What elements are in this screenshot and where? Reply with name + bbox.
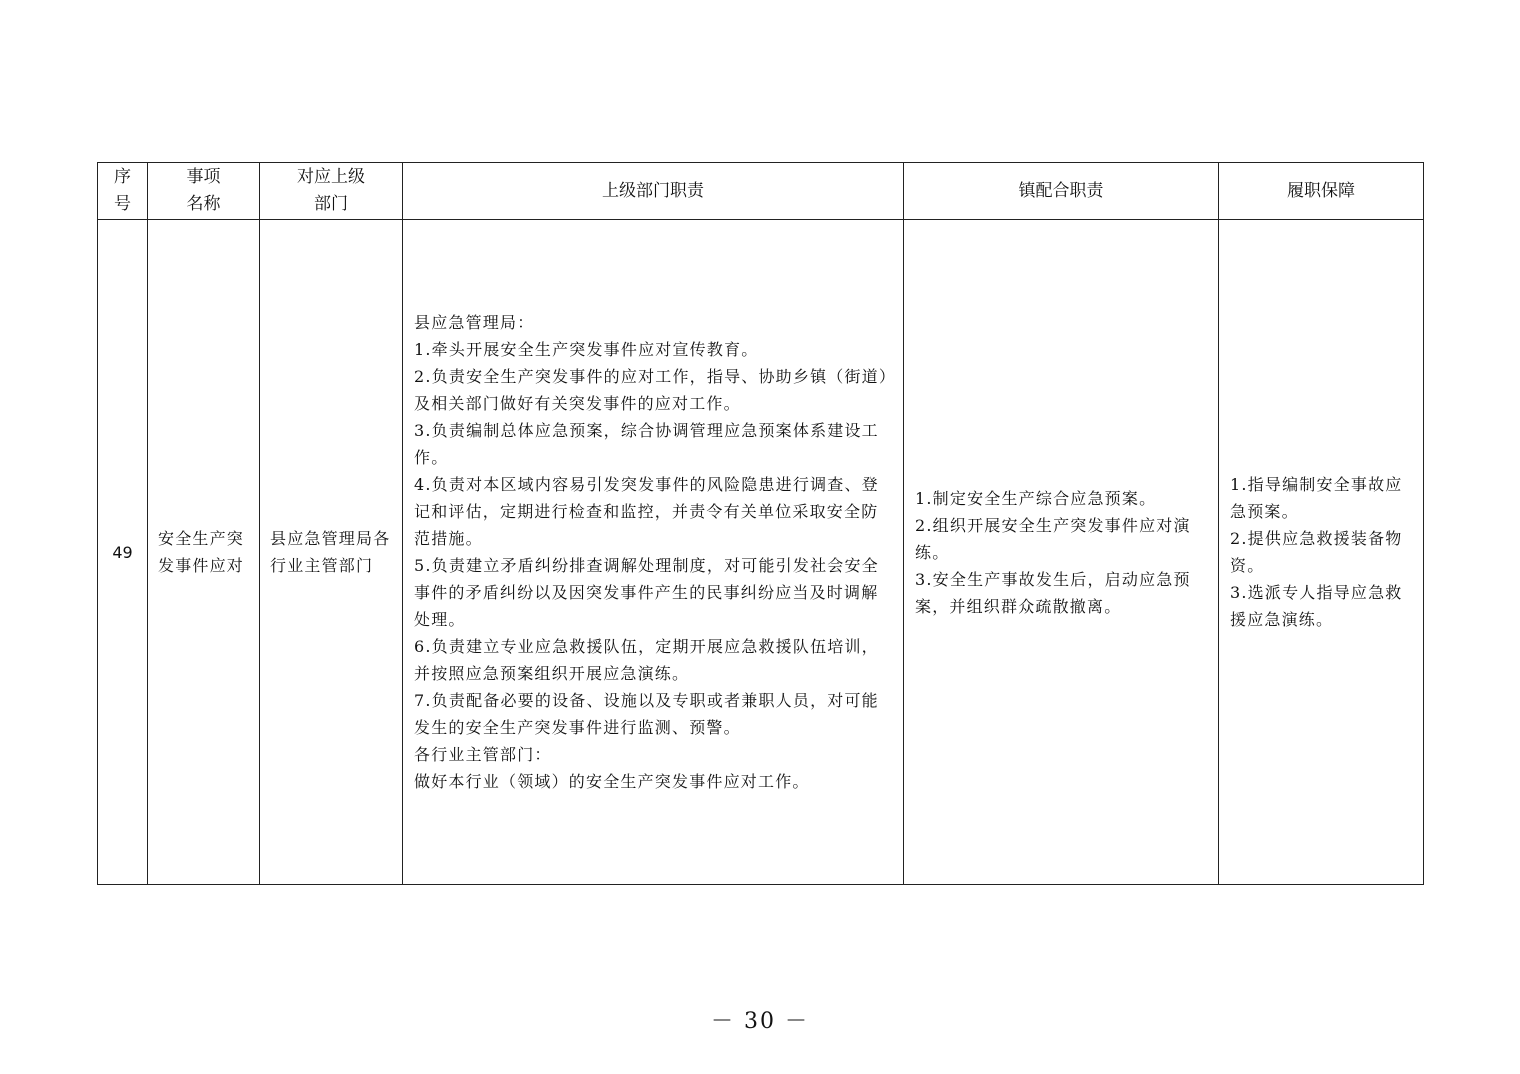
- town-duty-paragraph: 1.制定安全生产综合应急预案。: [915, 488, 1157, 508]
- superior-duty-paragraph: 县应急管理局：: [414, 313, 535, 332]
- header-item-name: [148, 163, 260, 220]
- header-serial: [98, 163, 148, 220]
- cell-superior-dept: 县应急管理局各行业主管部门: [260, 220, 403, 885]
- header-superior-dept: [260, 163, 403, 220]
- superior-duty-paragraph: 做好本行业（领域）的安全生产突发事件应对工作。: [414, 772, 810, 791]
- superior-duty-paragraph: 5.负责建立矛盾纠纷排查调解处理制度，对可能引发社会安全事件的矛盾纠纷以及因突发事件产生的民事纠纷应当及时调解处理。: [414, 556, 879, 629]
- header-item-name-line-1: 事项: [186, 167, 221, 187]
- superior-duty-paragraph: 各行业主管部门：: [414, 745, 552, 764]
- responsibility-table: [97, 162, 1424, 885]
- cell-town-duties: [904, 220, 1219, 885]
- superior-duty-paragraph: 1.牵头开展安全生产突发事件应对宣传教育。: [414, 340, 759, 359]
- header-serial-line-1: 序: [114, 167, 131, 187]
- header-town-duties: 镇配合职责: [904, 163, 1219, 220]
- header-superior-dept-line-1: 对应上级: [297, 167, 365, 187]
- cell-guarantee: [1219, 220, 1424, 885]
- header-serial-line-2: 号: [114, 194, 131, 214]
- guarantee-paragraph: 2.提供应急救援装备物资。: [1230, 529, 1403, 575]
- header-item-name-line-2: 名称: [186, 194, 221, 214]
- header-superior-duties: 上级部门职责: [403, 163, 904, 220]
- cell-serial: 49: [98, 220, 148, 885]
- superior-duty-paragraph: 3.负责编制总体应急预案，综合协调管理应急预案体系建设工作。: [414, 421, 879, 467]
- header-superior-dept-line-2: 部门: [314, 194, 348, 214]
- page-number: － 30 －: [711, 1009, 809, 1034]
- superior-duty-paragraph: 2.负责安全生产突发事件的应对工作，指导、协助乡镇（街道）及相关部门做好有关突发事件的应对工作。: [414, 367, 889, 413]
- town-duty-paragraph: 3.安全生产事故发生后，启动应急预案，并组织群众疏散撤离。: [915, 569, 1191, 616]
- guarantee-paragraph: 3.选派专人指导应急救援应急演练。: [1230, 583, 1403, 629]
- superior-duty-paragraph: 7.负责配备必要的设备、设施以及专职或者兼职人员，对可能发生的安全生产突发事件进行监测、预警。: [414, 691, 879, 737]
- town-duty-paragraph: 2.组织开展安全生产突发事件应对演练。: [915, 515, 1191, 562]
- guarantee-paragraph: 1.指导编制安全事故应急预案。: [1230, 475, 1403, 521]
- header-guarantee: 履职保障: [1219, 163, 1424, 220]
- superior-duty-paragraph: 6.负责建立专业应急救援队伍，定期开展应急救援队伍培训，并按照应急预案组织开展应急演练。: [414, 637, 879, 683]
- cell-superior-duties: [403, 220, 904, 885]
- table-row: [98, 220, 1424, 885]
- table-header-row: [98, 163, 1424, 220]
- cell-item-name: 安全生产突发事件应对: [148, 220, 260, 885]
- superior-duty-paragraph: 4.负责对本区域内容易引发突发事件的风险隐患进行调查、登记和评估，定期进行检查和监控，并责令有关单位采取安全防范措施。: [414, 475, 879, 548]
